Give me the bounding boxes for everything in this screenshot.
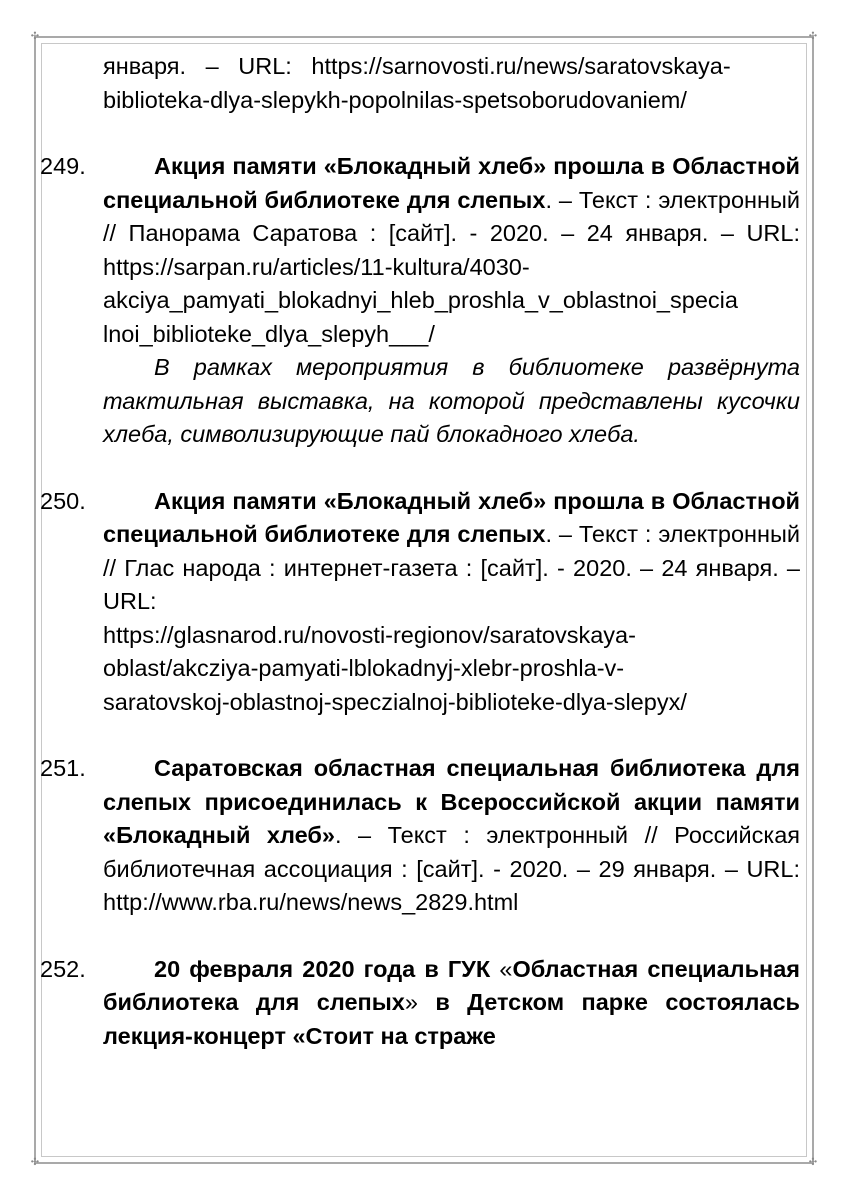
bibliography-entry	[40, 150, 800, 452]
entry-citation	[103, 150, 800, 284]
entry-number: 250.	[40, 487, 86, 514]
entry-url: saratovskoj-oblastnoj-speczialnoj-biblioteke-dlya-slepyx/	[103, 688, 687, 715]
entry-title: Акция памяти «Блокадный хлеб» прошла в Областной специальной библиотеке для слепых	[103, 487, 800, 547]
entry-number: 249.	[40, 153, 86, 179]
entry-url: https://glasnarod.ru/novosti-regionov/saratovskaya-	[103, 621, 636, 648]
corner-ornament-icon: ✣	[30, 1157, 40, 1168]
entry-number: 252.	[40, 955, 86, 982]
entry-source: . – Текст : электронный // Панорама Саратова : [сайт]. - 2020. – 24 января. – URL: https://sarpan.ru/articles/11-kultura/4030-	[103, 186, 800, 280]
corner-ornament-icon: ✣	[808, 1157, 818, 1168]
entry-title: Акция памяти «Блокадный хлеб» прошла в Областной специальной библиотеке для слепых	[103, 153, 800, 213]
corner-ornament-icon: ✣	[808, 31, 818, 42]
entry-citation	[103, 752, 800, 920]
entry-source: . – Текст : электронный // Российская библиотечная ассоциация : [сайт]. - 2020. – 29 января. – URL: http://www.rba.ru/news/news_2829.html	[103, 822, 800, 915]
entry-annotation: В рамках мероприятия в библиотеке развёрнута тактильная выставка, на которой представлены кусочки хлеба, символизирующие пай блокадного хлеба.	[103, 354, 800, 447]
entry-quote: «	[490, 955, 513, 982]
entry-title: Саратовская областная специальная библиотека для слепых присоединилась к Всероссийской акции памяти «Блокадный хлеб»	[103, 755, 800, 848]
bibliography-entry	[40, 485, 800, 720]
entry-title: Областная специальная библиотека для слепых	[103, 955, 800, 1015]
previous-entry-continuation	[40, 50, 800, 117]
bibliography-entry	[40, 752, 800, 920]
corner-ornament-icon: ✣	[30, 31, 40, 42]
entry-citation	[103, 485, 800, 619]
entry-url: oblast/akcziya-pamyati-lblokadnyj-xlebr-proshla-v-	[103, 655, 625, 681]
document-body	[40, 50, 800, 1086]
entry-quote: »	[404, 989, 418, 1015]
entry-title: в Детском парке состоялась лекция-концерт «Стоит на страже	[103, 989, 800, 1049]
entry-source: . – Текст : электронный // Глас народа : интернет-газета : [сайт]. - 2020. – 24 января. – URL:	[103, 521, 800, 614]
entry-url: akciya_pamyati_blokadnyi_hleb_proshla_v_oblastnoi_specia	[103, 287, 738, 313]
continuation-line: января. – URL: https://sarnovosti.ru/news/saratovskaya-	[103, 53, 731, 79]
entry-url: lnoi_biblioteke_dlya_slepyh___/	[103, 320, 435, 347]
bibliography-entry	[40, 953, 800, 1054]
entry-number: 251.	[40, 755, 86, 781]
continuation-line: biblioteka-dlya-slepykh-popolnilas-spetsoborudovaniem/	[103, 86, 687, 113]
entry-title: 20 февраля 2020 года в ГУК	[154, 955, 491, 982]
entry-citation	[103, 953, 800, 1054]
